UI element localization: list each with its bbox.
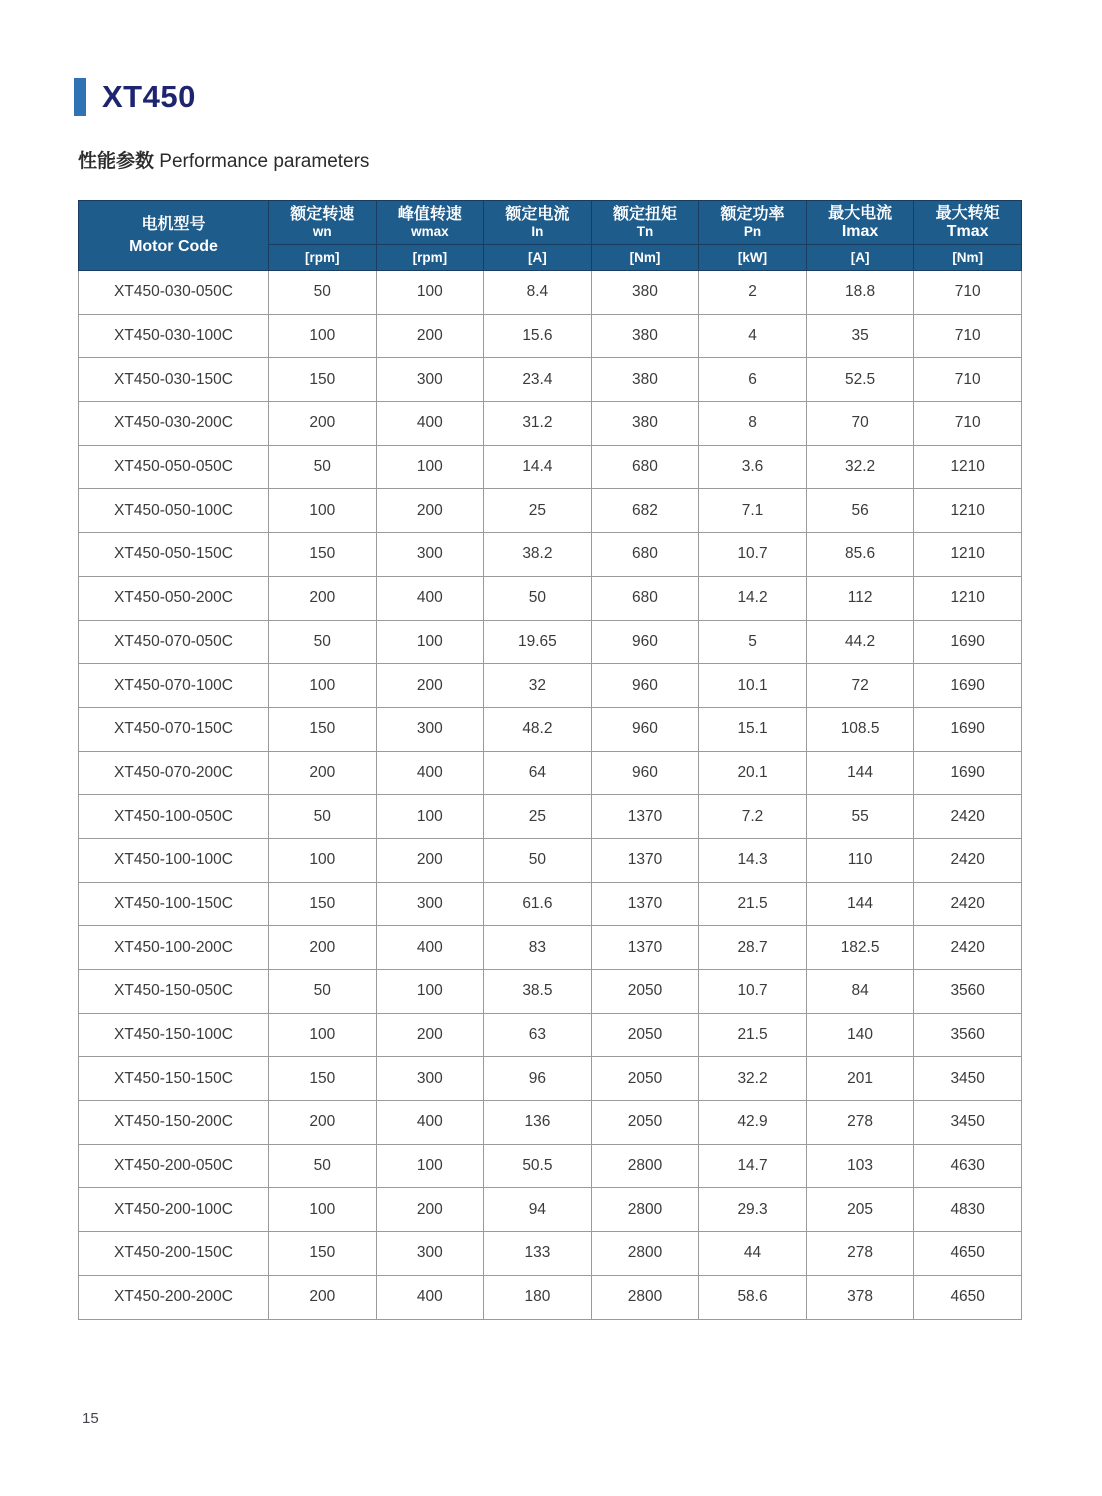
value-cell: 150: [269, 533, 377, 577]
value-cell: 2: [699, 271, 807, 315]
value-cell: 32: [484, 664, 592, 708]
value-cell: 2050: [591, 1101, 699, 1145]
subtitle-english: Performance parameters: [154, 151, 370, 172]
value-cell: 960: [591, 664, 699, 708]
value-cell: 4650: [914, 1232, 1022, 1276]
value-cell: 2420: [914, 882, 1022, 926]
unit-rated-power: [kW]: [699, 245, 807, 271]
value-cell: 710: [914, 402, 1022, 446]
value-cell: 5: [699, 620, 807, 664]
value-cell: 112: [806, 576, 914, 620]
table-row: [79, 751, 1022, 795]
table-row: [79, 620, 1022, 664]
value-cell: 18.8: [806, 271, 914, 315]
col-header-rated-torque: 额定扭矩 Tn: [591, 201, 699, 245]
value-cell: 100: [376, 445, 484, 489]
value-cell: 680: [591, 533, 699, 577]
value-cell: 300: [376, 707, 484, 751]
value-cell: 100: [269, 664, 377, 708]
value-cell: 7.1: [699, 489, 807, 533]
value-cell: 200: [269, 576, 377, 620]
table-row: [79, 882, 1022, 926]
value-cell: 7.2: [699, 795, 807, 839]
value-cell: 100: [269, 1013, 377, 1057]
value-cell: 2420: [914, 926, 1022, 970]
value-cell: 200: [376, 1013, 484, 1057]
motor-code-cell: XT450-050-200C: [79, 576, 269, 620]
value-cell: 100: [269, 1188, 377, 1232]
value-cell: 29.3: [699, 1188, 807, 1232]
value-cell: 52.5: [806, 358, 914, 402]
value-cell: 2800: [591, 1188, 699, 1232]
value-cell: 100: [376, 620, 484, 664]
value-cell: 960: [591, 620, 699, 664]
performance-table: [78, 200, 1022, 1320]
table-body: [79, 271, 1022, 1320]
value-cell: 100: [269, 489, 377, 533]
value-cell: 100: [376, 1144, 484, 1188]
table-row: [79, 1013, 1022, 1057]
value-cell: 25: [484, 795, 592, 839]
value-cell: 140: [806, 1013, 914, 1057]
value-cell: 205: [806, 1188, 914, 1232]
value-cell: 300: [376, 533, 484, 577]
col-header-motor-code: [79, 201, 269, 271]
value-cell: 50: [484, 838, 592, 882]
value-cell: 4830: [914, 1188, 1022, 1232]
motor-code-cell: XT450-150-150C: [79, 1057, 269, 1101]
value-cell: 710: [914, 271, 1022, 315]
value-cell: 400: [376, 1101, 484, 1145]
unit-rated-torque: [Nm]: [591, 245, 699, 271]
value-cell: 100: [376, 271, 484, 315]
value-cell: 378: [806, 1275, 914, 1319]
value-cell: 380: [591, 402, 699, 446]
value-cell: 10.1: [699, 664, 807, 708]
value-cell: 44: [699, 1232, 807, 1276]
value-cell: 55: [806, 795, 914, 839]
value-cell: 300: [376, 1232, 484, 1276]
motor-code-cell: XT450-070-050C: [79, 620, 269, 664]
value-cell: 3450: [914, 1057, 1022, 1101]
value-cell: 278: [806, 1232, 914, 1276]
value-cell: 50: [484, 576, 592, 620]
table-row: [79, 1232, 1022, 1276]
table-row: [79, 838, 1022, 882]
value-cell: 44.2: [806, 620, 914, 664]
value-cell: 4650: [914, 1275, 1022, 1319]
table-row: [79, 314, 1022, 358]
section-subtitle: [78, 146, 369, 173]
value-cell: 83: [484, 926, 592, 970]
value-cell: 50: [269, 271, 377, 315]
page-number: 15: [82, 1410, 99, 1427]
value-cell: 278: [806, 1101, 914, 1145]
value-cell: 50: [269, 970, 377, 1014]
value-cell: 200: [269, 751, 377, 795]
value-cell: 63: [484, 1013, 592, 1057]
value-cell: 200: [269, 402, 377, 446]
value-cell: 300: [376, 358, 484, 402]
value-cell: 400: [376, 402, 484, 446]
value-cell: 960: [591, 707, 699, 751]
value-cell: 380: [591, 271, 699, 315]
value-cell: 682: [591, 489, 699, 533]
value-cell: 200: [376, 838, 484, 882]
value-cell: 200: [376, 664, 484, 708]
value-cell: 14.4: [484, 445, 592, 489]
value-cell: 31.2: [484, 402, 592, 446]
value-cell: 2800: [591, 1144, 699, 1188]
motor-code-cell: XT450-030-150C: [79, 358, 269, 402]
value-cell: 380: [591, 358, 699, 402]
table-row: [79, 1101, 1022, 1145]
table-row: [79, 358, 1022, 402]
value-cell: 2050: [591, 970, 699, 1014]
value-cell: 58.6: [699, 1275, 807, 1319]
value-cell: 2800: [591, 1232, 699, 1276]
value-cell: 4: [699, 314, 807, 358]
col-header-peak-speed: 峰值转速 wmax: [376, 201, 484, 245]
value-cell: 64: [484, 751, 592, 795]
value-cell: 56: [806, 489, 914, 533]
value-cell: 1690: [914, 707, 1022, 751]
motor-code-cell: XT450-070-150C: [79, 707, 269, 751]
value-cell: 110: [806, 838, 914, 882]
motor-code-cell: XT450-200-050C: [79, 1144, 269, 1188]
value-cell: 1690: [914, 664, 1022, 708]
value-cell: 3.6: [699, 445, 807, 489]
col-header-max-current: 最大电流 Imax: [806, 201, 914, 245]
motor-code-cell: XT450-030-050C: [79, 271, 269, 315]
value-cell: 10.7: [699, 533, 807, 577]
value-cell: 710: [914, 358, 1022, 402]
value-cell: 14.3: [699, 838, 807, 882]
value-cell: 103: [806, 1144, 914, 1188]
value-cell: 100: [376, 795, 484, 839]
value-cell: 1210: [914, 489, 1022, 533]
value-cell: 96: [484, 1057, 592, 1101]
value-cell: 200: [376, 1188, 484, 1232]
value-cell: 2050: [591, 1013, 699, 1057]
motor-code-cell: XT450-150-050C: [79, 970, 269, 1014]
value-cell: 3560: [914, 1013, 1022, 1057]
value-cell: 2050: [591, 1057, 699, 1101]
value-cell: 100: [376, 970, 484, 1014]
value-cell: 960: [591, 751, 699, 795]
table-row: [79, 970, 1022, 1014]
value-cell: 100: [269, 314, 377, 358]
motor-code-cell: XT450-070-200C: [79, 751, 269, 795]
value-cell: 710: [914, 314, 1022, 358]
header-name-row: [79, 201, 1022, 245]
table-row: [79, 576, 1022, 620]
value-cell: 150: [269, 1057, 377, 1101]
value-cell: 1210: [914, 533, 1022, 577]
value-cell: 21.5: [699, 882, 807, 926]
motor-code-cell: XT450-200-200C: [79, 1275, 269, 1319]
value-cell: 14.7: [699, 1144, 807, 1188]
value-cell: 1690: [914, 620, 1022, 664]
value-cell: 14.2: [699, 576, 807, 620]
table-row: [79, 1144, 1022, 1188]
value-cell: 150: [269, 882, 377, 926]
value-cell: 200: [269, 926, 377, 970]
table-row: [79, 1188, 1022, 1232]
motor-code-cell: XT450-150-100C: [79, 1013, 269, 1057]
motor-code-cell: XT450-050-100C: [79, 489, 269, 533]
value-cell: 201: [806, 1057, 914, 1101]
value-cell: 32.2: [806, 445, 914, 489]
table-row: [79, 489, 1022, 533]
value-cell: 61.6: [484, 882, 592, 926]
value-cell: 38.5: [484, 970, 592, 1014]
title-block: [74, 78, 196, 116]
value-cell: 680: [591, 445, 699, 489]
value-cell: 1210: [914, 576, 1022, 620]
value-cell: 25: [484, 489, 592, 533]
unit-max-torque: [Nm]: [914, 245, 1022, 271]
value-cell: 8: [699, 402, 807, 446]
unit-rated-speed: [rpm]: [269, 245, 377, 271]
value-cell: 23.4: [484, 358, 592, 402]
motor-code-cell: XT450-100-150C: [79, 882, 269, 926]
value-cell: 1370: [591, 795, 699, 839]
value-cell: 28.7: [699, 926, 807, 970]
motor-code-en: Motor Code: [129, 237, 218, 255]
motor-code-cell: XT450-100-200C: [79, 926, 269, 970]
value-cell: 1690: [914, 751, 1022, 795]
col-header-max-torque: 最大转矩 Tmax: [914, 201, 1022, 245]
value-cell: 15.1: [699, 707, 807, 751]
value-cell: 400: [376, 576, 484, 620]
value-cell: 1370: [591, 838, 699, 882]
table-row: [79, 271, 1022, 315]
table-header: [79, 201, 1022, 271]
value-cell: 1370: [591, 926, 699, 970]
motor-code-cell: XT450-070-100C: [79, 664, 269, 708]
unit-peak-speed: [rpm]: [376, 245, 484, 271]
value-cell: 2420: [914, 795, 1022, 839]
value-cell: 6: [699, 358, 807, 402]
value-cell: 2800: [591, 1275, 699, 1319]
value-cell: 182.5: [806, 926, 914, 970]
value-cell: 200: [269, 1101, 377, 1145]
value-cell: 150: [269, 358, 377, 402]
value-cell: 136: [484, 1101, 592, 1145]
value-cell: 32.2: [699, 1057, 807, 1101]
unit-max-current: [A]: [806, 245, 914, 271]
value-cell: 200: [376, 314, 484, 358]
value-cell: 85.6: [806, 533, 914, 577]
value-cell: 2420: [914, 838, 1022, 882]
table-row: [79, 795, 1022, 839]
motor-code-cell: XT450-050-050C: [79, 445, 269, 489]
value-cell: 72: [806, 664, 914, 708]
value-cell: 400: [376, 751, 484, 795]
table-row: [79, 445, 1022, 489]
value-cell: 133: [484, 1232, 592, 1276]
table-row: [79, 533, 1022, 577]
title-accent-bar: [74, 78, 86, 116]
value-cell: 50: [269, 445, 377, 489]
motor-code-cell: XT450-200-100C: [79, 1188, 269, 1232]
motor-code-cell: XT450-100-100C: [79, 838, 269, 882]
unit-rated-current: [A]: [484, 245, 592, 271]
value-cell: 70: [806, 402, 914, 446]
subtitle-chinese: 性能参数: [78, 151, 155, 172]
value-cell: 19.65: [484, 620, 592, 664]
value-cell: 108.5: [806, 707, 914, 751]
value-cell: 680: [591, 576, 699, 620]
value-cell: 300: [376, 882, 484, 926]
value-cell: 8.4: [484, 271, 592, 315]
table-row: [79, 664, 1022, 708]
value-cell: 10.7: [699, 970, 807, 1014]
motor-code-cell: XT450-030-100C: [79, 314, 269, 358]
motor-code-zh: 电机型号: [141, 215, 206, 233]
value-cell: 100: [269, 838, 377, 882]
value-cell: 38.2: [484, 533, 592, 577]
value-cell: 50: [269, 1144, 377, 1188]
value-cell: 50: [269, 620, 377, 664]
value-cell: 48.2: [484, 707, 592, 751]
value-cell: 150: [269, 1232, 377, 1276]
value-cell: 84: [806, 970, 914, 1014]
table-row: [79, 1057, 1022, 1101]
table-row: [79, 926, 1022, 970]
value-cell: 50: [269, 795, 377, 839]
value-cell: 1210: [914, 445, 1022, 489]
page-title: XT450: [102, 79, 196, 114]
motor-code-cell: XT450-030-200C: [79, 402, 269, 446]
motor-code-cell: XT450-200-150C: [79, 1232, 269, 1276]
value-cell: 144: [806, 751, 914, 795]
value-cell: 1370: [591, 882, 699, 926]
col-header-rated-power: 额定功率 Pn: [699, 201, 807, 245]
table-row: [79, 402, 1022, 446]
value-cell: 144: [806, 882, 914, 926]
motor-code-cell: XT450-050-150C: [79, 533, 269, 577]
motor-code-cell: XT450-100-050C: [79, 795, 269, 839]
value-cell: 400: [376, 926, 484, 970]
value-cell: 200: [269, 1275, 377, 1319]
col-header-rated-speed: 额定转速 wn: [269, 201, 377, 245]
value-cell: 3450: [914, 1101, 1022, 1145]
table-row: [79, 1275, 1022, 1319]
motor-code-cell: XT450-150-200C: [79, 1101, 269, 1145]
value-cell: 21.5: [699, 1013, 807, 1057]
value-cell: 180: [484, 1275, 592, 1319]
value-cell: 150: [269, 707, 377, 751]
value-cell: 3560: [914, 970, 1022, 1014]
col-header-rated-current: 额定电流 In: [484, 201, 592, 245]
value-cell: 35: [806, 314, 914, 358]
value-cell: 20.1: [699, 751, 807, 795]
value-cell: 200: [376, 489, 484, 533]
value-cell: 4630: [914, 1144, 1022, 1188]
value-cell: 50.5: [484, 1144, 592, 1188]
table-row: [79, 707, 1022, 751]
value-cell: 400: [376, 1275, 484, 1319]
value-cell: 94: [484, 1188, 592, 1232]
value-cell: 380: [591, 314, 699, 358]
value-cell: 42.9: [699, 1101, 807, 1145]
value-cell: 15.6: [484, 314, 592, 358]
value-cell: 300: [376, 1057, 484, 1101]
